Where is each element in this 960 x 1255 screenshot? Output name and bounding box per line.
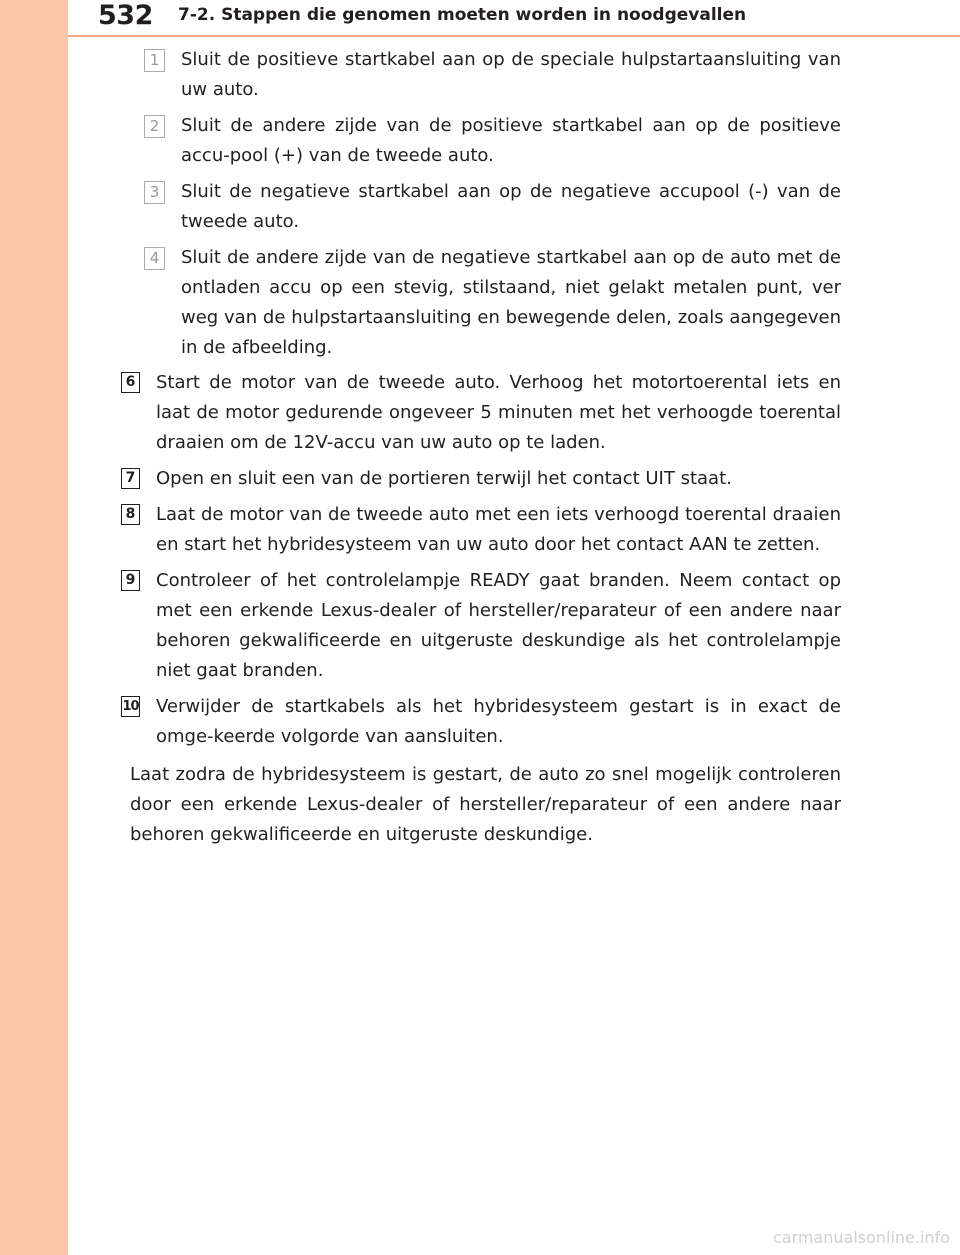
step-number: 10 — [121, 696, 140, 717]
page-header — [0, 0, 960, 36]
page-number: 532 — [98, 0, 153, 31]
step-text: Start de motor van de tweede auto. Verhoog het motortoerental iets en laat de motor gedurende ongeveer 5 minuten met het verhoogde toerental draaien om de 12V-accu van uw auto op te laden. — [156, 372, 841, 453]
step-text: Open en sluit een van de portieren terwijl het contact UIT staat. — [156, 468, 732, 489]
side-tab-band — [0, 0, 68, 1255]
step-number: 8 — [121, 504, 140, 525]
step-text: Laat de motor van de tweede auto met een iets verhoogd toerental draaien en start het hybridesysteem van uw auto door het contact AAN te zetten. — [156, 504, 841, 555]
substep-number: 4 — [144, 247, 165, 270]
substep-number: 1 — [144, 49, 165, 72]
step-number: 6 — [121, 372, 140, 393]
substep-text: Sluit de positieve startkabel aan op de speciale hulpstartaansluiting van uw auto. — [181, 49, 841, 100]
watermark: carmanualsonline.info — [772, 1228, 950, 1247]
substep-text: Sluit de negatieve startkabel aan op de negatieve accupool (-) van de tweede auto. — [181, 181, 841, 232]
step-number: 9 — [121, 570, 140, 591]
substep-text: Sluit de andere zijde van de negatieve startkabel aan op de auto met de ontladen accu op een stevig, stilstaand, niet gelakt metalen punt, ver weg van de hulpstartaansluiting en bewegende delen, zoals aangegeven in de afbeelding. — [181, 247, 841, 358]
substep-text: Sluit de andere zijde van de positieve startkabel aan op de positieve accu-pool (+) van de tweede auto. — [181, 115, 841, 166]
step-text: Verwijder de startkabels als het hybridesysteem gestart is in exact de omge-keerde volgorde van aansluiten. — [156, 696, 841, 747]
header-divider — [68, 35, 960, 37]
closing-paragraph: Laat zodra de hybridesysteem is gestart, de auto zo snel mogelijk controleren door een erkende Lexus-dealer of hersteller/reparateur of een andere naar behoren gekwalificeerde en uitgeruste deskundige. — [130, 764, 841, 845]
section-title: 7-2. Stappen die genomen moeten worden in noodgevallen — [178, 5, 747, 25]
substep-number: 3 — [144, 181, 165, 204]
step-number: 7 — [121, 468, 140, 489]
step-text: Controleer of het controlelampje READY gaat branden. Neem contact op met een erkende Lexus-dealer of hersteller/reparateur of een andere naar behoren gekwalificeerde en uitgeruste deskundige als het controlelampje niet gaat branden. — [156, 570, 841, 681]
substep-number: 2 — [144, 115, 165, 138]
